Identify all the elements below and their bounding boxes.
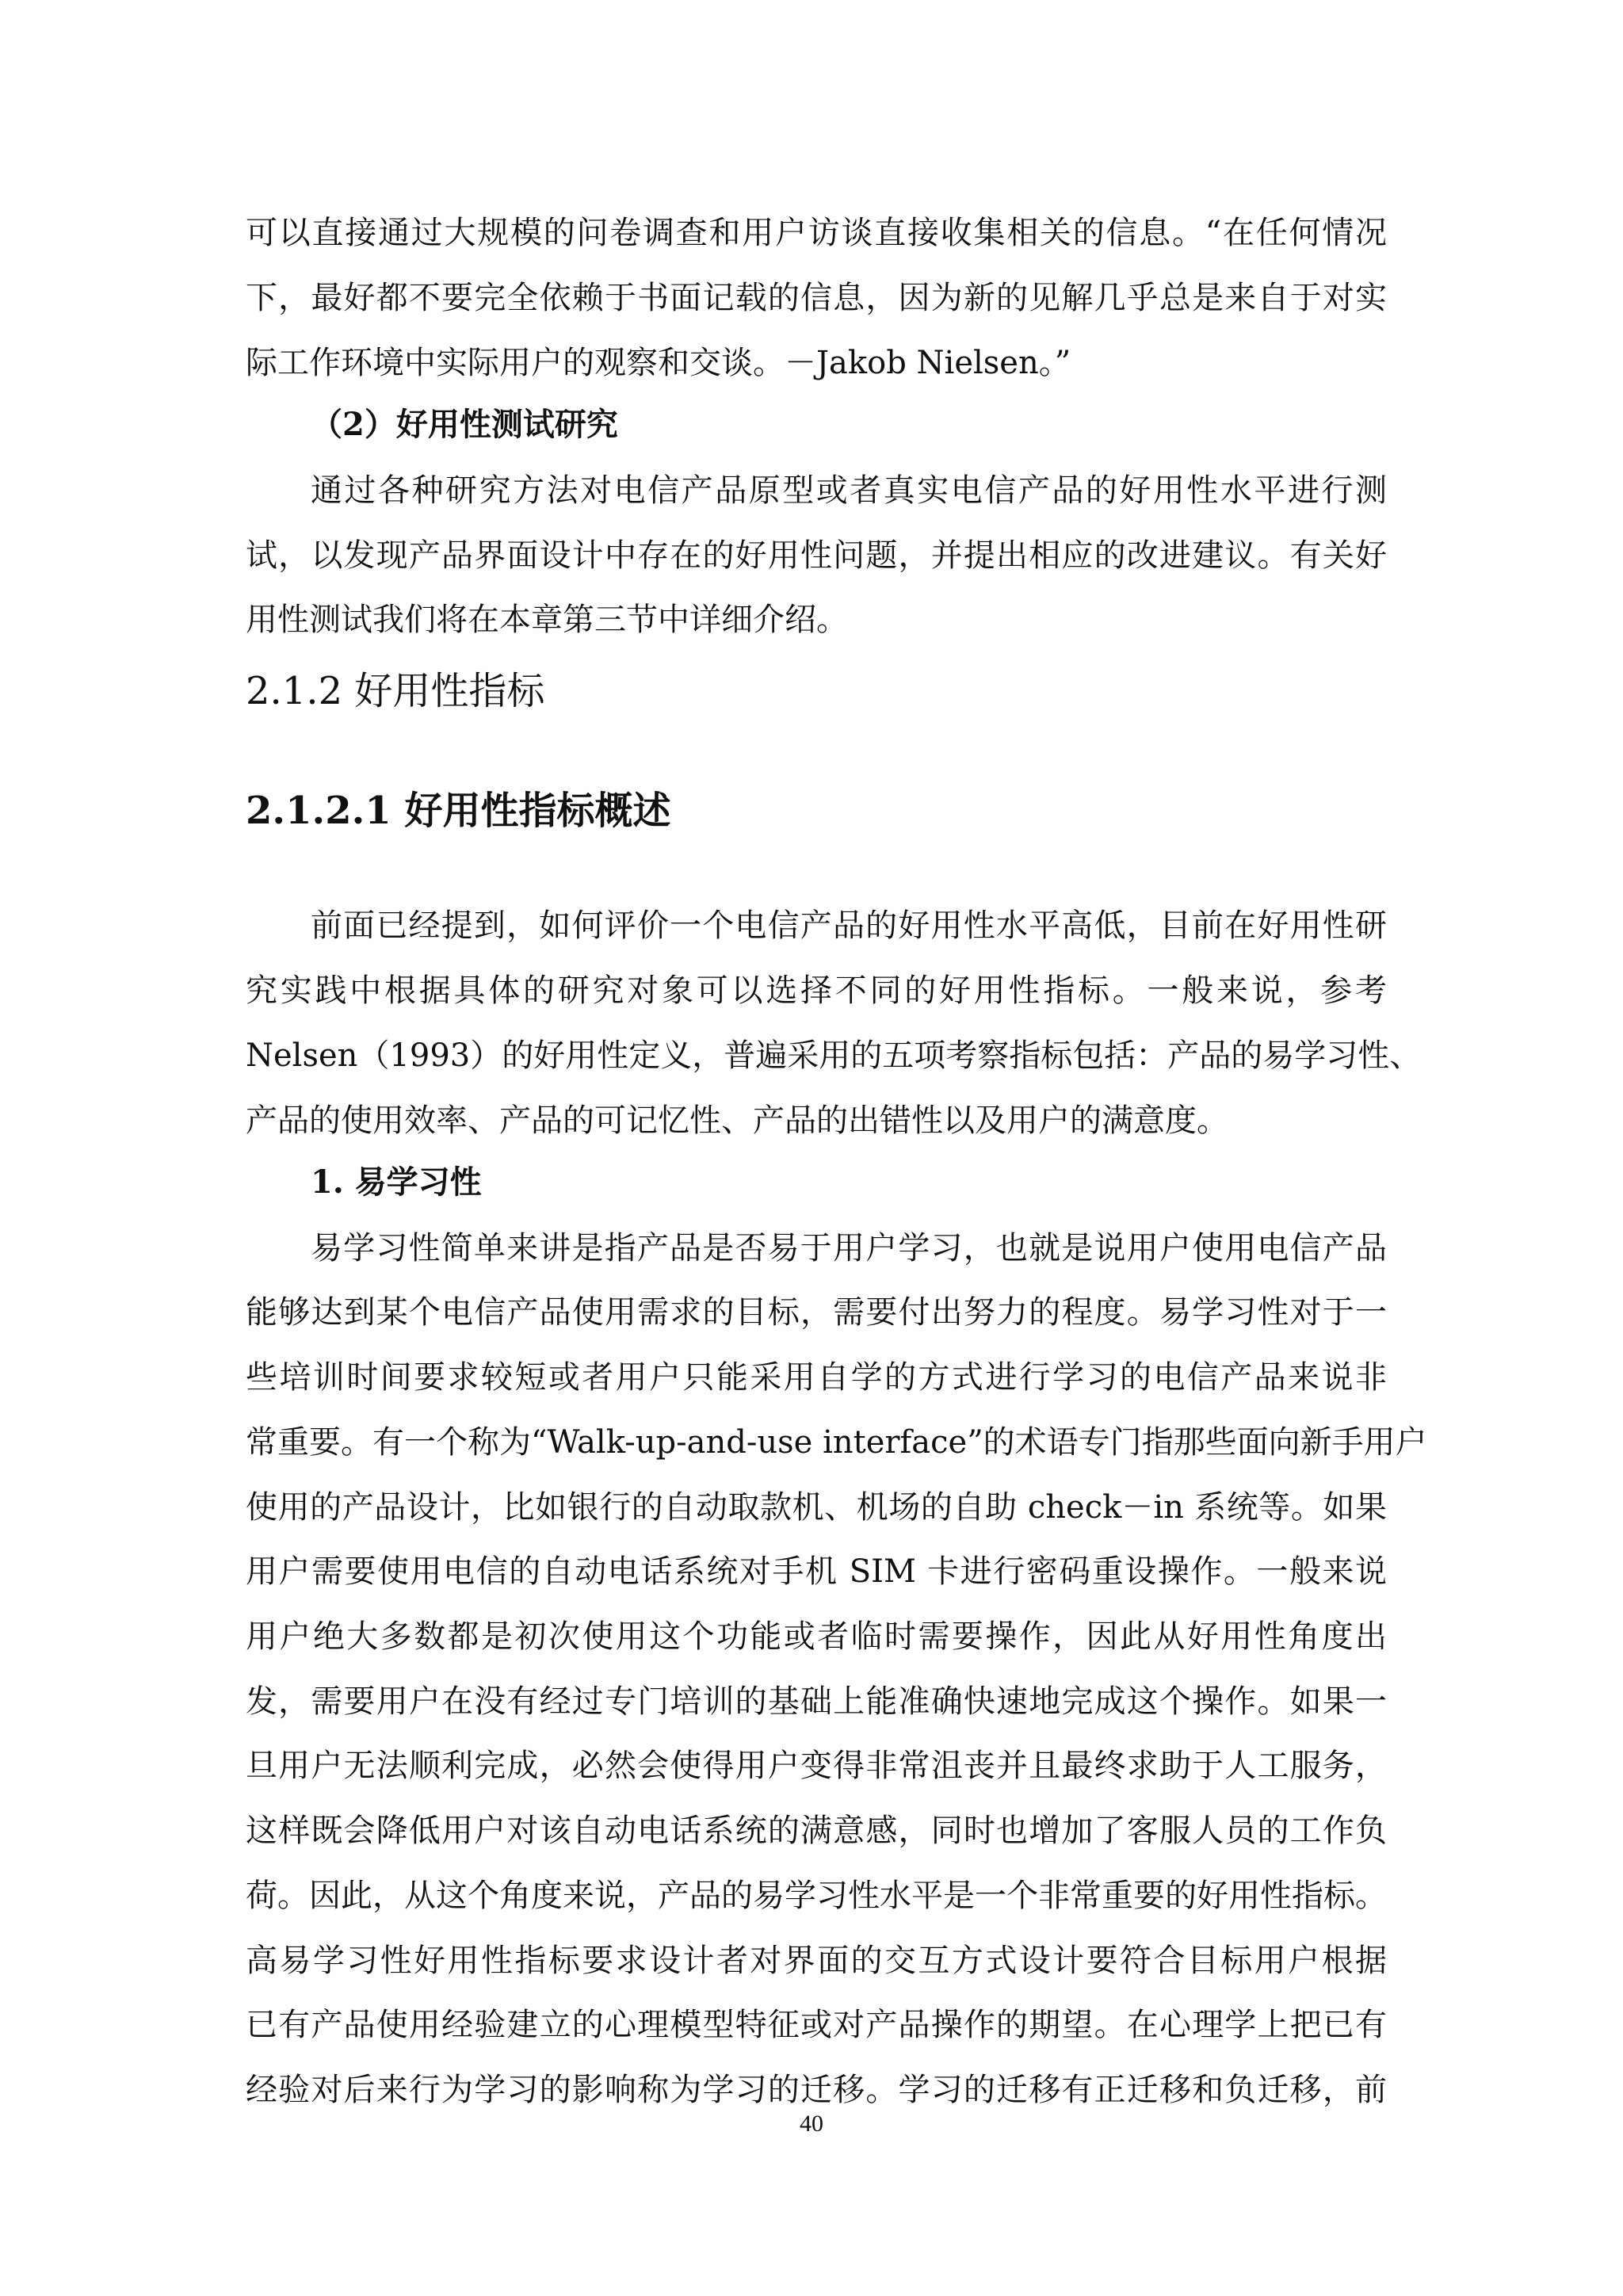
subsection-heading: （2）好用性测试研究: [311, 406, 618, 443]
paragraph-line: 用性测试我们将在本章第三节中详细介绍。: [246, 602, 848, 638]
paragraph-line: 下，最好都不要完全依赖于书面记载的信息，因为新的见解几乎总是来自于对实: [246, 280, 1387, 316]
paragraph-line: 产品的使用效率、产品的可记忆性、产品的出错性以及用户的满意度。: [246, 1102, 1228, 1139]
paragraph-line: 前面已经提到，如何评价一个电信产品的好用性水平高低，目前在好用性研: [311, 907, 1387, 944]
paragraph-line: 这样既会降低用户对该自动电话系统的满意感，同时也增加了客服人员的工作负: [246, 1813, 1387, 1849]
list-item-heading: 1. 易学习性: [311, 1163, 482, 1201]
paragraph-line: 用户绝大多数都是初次使用这个功能或者临时需要操作，因此从好用性角度出: [246, 1618, 1387, 1655]
page-number: 40: [800, 2111, 823, 2137]
paragraph-line: 能够达到某个电信产品使用需求的目标，需要付出努力的程度。易学习性对于一: [246, 1294, 1387, 1331]
paragraph-line: 用户需要使用电信的自动电话系统对手机 SIM 卡进行密码重设操作。一般来说: [246, 1553, 1387, 1590]
paragraph-line: 发，需要用户在没有经过专门培训的基础上能准确快速地完成这个操作。如果一: [246, 1683, 1387, 1720]
paragraph-line: 已有产品使用经验建立的心理模型特征或对产品操作的期望。在心理学上把已有: [246, 2007, 1387, 2043]
paragraph-line: 通过各种研究方法对电信产品原型或者真实电信产品的好用性水平进行测: [311, 472, 1387, 509]
paragraph-line: 可以直接通过大规模的问卷调查和用户访谈直接收集相关的信息。“在任何情况: [246, 215, 1387, 251]
paragraph-line: 易学习性简单来讲是指产品是否易于用户学习，也就是说用户使用电信产品: [311, 1230, 1387, 1266]
paragraph-line: Nelsen（1993）的好用性定义，普遍采用的五项考察指标包括：产品的易学习性、: [246, 1037, 1422, 1074]
paragraph-line: 些培训时间要求较短或者用户只能采用自学的方式进行学习的电信产品来说非: [246, 1359, 1387, 1396]
paragraph-line: 高易学习性好用性指标要求设计者对界面的交互方式设计要符合目标用户根据: [246, 1943, 1387, 1979]
paragraph-line: 旦用户无法顺利完成，必然会使得用户变得非常沮丧并且最终求助于人工服务，: [246, 1748, 1387, 1784]
paragraph-line: 际工作环境中实际用户的观察和交谈。－Jakob Nielsen。”: [246, 345, 1071, 381]
paragraph-line: 试，以发现产品界面设计中存在的好用性问题，并提出相应的改进建议。有关好: [246, 537, 1387, 574]
paragraph-line: 经验对后来行为学习的影响称为学习的迁移。学习的迁移有正迁移和负迁移，前: [246, 2072, 1387, 2108]
paragraph-line: 究实践中根据具体的研究对象可以选择不同的好用性指标。一般来说，参考: [246, 972, 1387, 1009]
section-heading-2-1-2-1: 2.1.2.1 好用性指标概述: [246, 789, 671, 833]
section-heading-2-1-2: 2.1.2 好用性指标: [246, 669, 545, 713]
paragraph-line: 使用的产品设计，比如银行的自动取款机、机场的自助 check－in 系统等。如果: [246, 1489, 1387, 1526]
paragraph-line: 常重要。有一个称为“Walk-up-and-use interface”的术语专门指那些面向新手用户: [246, 1424, 1427, 1461]
paragraph-line: 荷。因此，从这个角度来说，产品的易学习性水平是一个非常重要的好用性指标。: [246, 1878, 1387, 1914]
